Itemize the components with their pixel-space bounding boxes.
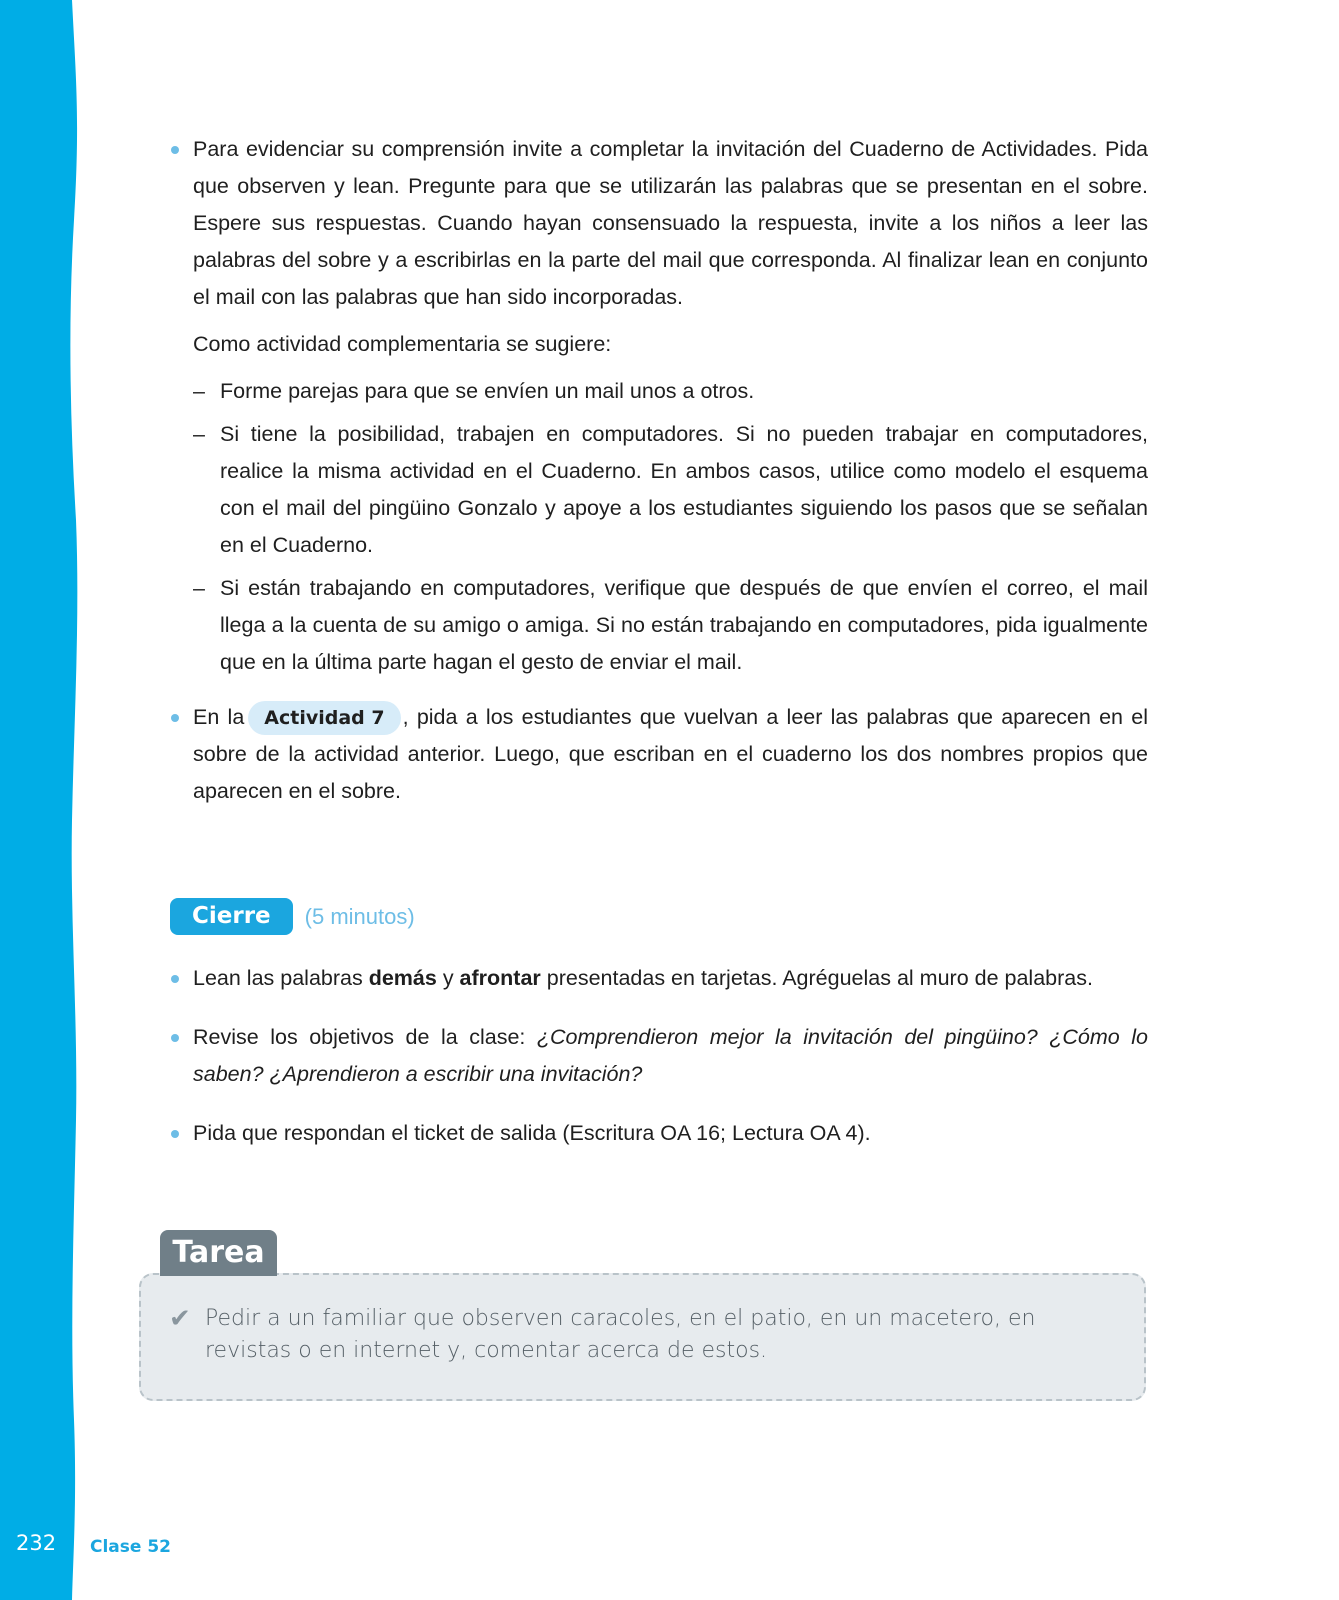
dash-list xyxy=(193,373,1148,681)
cierre-header xyxy=(170,898,415,935)
text-run: presentadas en tarjetas. Agréguelas al muro de palabras. xyxy=(540,966,1093,990)
complement-intro: Como actividad complementaria se sugiere: xyxy=(193,332,612,356)
checkmark-icon: ✔ xyxy=(169,1303,191,1333)
bold-word: demás xyxy=(368,966,437,990)
text-run: Lean las palabras xyxy=(193,966,369,990)
list-item xyxy=(168,960,1148,997)
list-item xyxy=(168,699,1148,810)
paragraph: Pida que respondan el ticket de salida (Escritura OA 16; Lectura OA 4). xyxy=(193,1121,871,1145)
dash-marker: – xyxy=(193,576,205,600)
activity-pill: Actividad 7 xyxy=(248,701,400,735)
text-prefix: En la xyxy=(193,705,245,729)
text-suffix: , pida a los estudiantes que vuelvan a leer las palabras que aparecen en el sobre de la actividad anterior. Luego, que escriban en el cuaderno los dos nombres propios que aparecen en el sobre. xyxy=(193,705,1148,803)
italic-questions: ¿Comprendieron mejor la invitación del pingüino? ¿Cómo lo saben? ¿Aprendieron a escribir una invitación? xyxy=(193,1025,1148,1086)
section-label: Clase 52 xyxy=(90,1537,171,1557)
list-item xyxy=(168,1019,1148,1093)
text-run: Revise los objetivos de la clase: xyxy=(193,1025,537,1049)
bullet-dot xyxy=(171,146,179,154)
paragraph xyxy=(193,960,1148,997)
dash-item xyxy=(193,416,1148,564)
bold-word: afrontar xyxy=(459,966,541,990)
dash-item xyxy=(193,373,1148,410)
tarea-text: Pedir a un familiar que observen caracoles, en el patio, en un macetero, en revistas o en internet y, comentar acerca de estos. xyxy=(205,1306,1036,1363)
paragraph: Para evidenciar su comprensión invite a completar la invitación del Cuaderno de Actividades. Pida que observen y lean. Pregunte para que se utilizarán las palabras que se presentan en el sobre. Espere sus respuestas. Cuando hayan consensuado la respuesta, invite a los niños a leer las palabras del sobre y a escribirlas en la parte del mail que corresponda. Al finalizar lean en conjunto el mail con las palabras que han sido incorporadas. xyxy=(193,137,1148,309)
dash-marker: – xyxy=(193,379,205,403)
list-item xyxy=(168,1115,1148,1152)
dash-marker: – xyxy=(193,422,205,446)
cierre-badge: Cierre xyxy=(170,898,293,935)
main-content xyxy=(168,131,1148,810)
dash-text: Forme parejas para que se envíen un mail unos a otros. xyxy=(220,379,755,403)
tarea-box xyxy=(139,1273,1146,1401)
bullet-dot xyxy=(171,975,179,983)
page-number: 232 xyxy=(16,1531,57,1555)
tarea-tab: Tarea xyxy=(160,1230,277,1276)
bullet-dot xyxy=(171,714,179,722)
bullet-dot xyxy=(171,1034,179,1042)
text-run: y xyxy=(436,966,460,990)
cierre-duration: (5 minutos) xyxy=(304,903,415,929)
paragraph xyxy=(193,699,1148,810)
paragraph xyxy=(193,1019,1148,1093)
dash-item xyxy=(193,570,1148,681)
dash-text: Si están trabajando en computadores, verifique que después de que envíen el correo, el mail llega a la cuenta de su amigo o amiga. Si no están trabajando en computadores, pida igualmente que en la última parte hagan el gesto de enviar el mail. xyxy=(220,576,1148,674)
side-color-band xyxy=(0,0,78,1600)
bullet-dot xyxy=(171,1130,179,1138)
list-item xyxy=(168,131,1148,681)
dash-text: Si tiene la posibilidad, trabajen en computadores. Si no pueden trabajar en computadores, realice la misma actividad en el Cuaderno. En ambos casos, utilice como modelo el esquema con el mail del pingüino Gonzalo y apoye a los estudiantes siguiendo los pasos que se señalan en el Cuaderno. xyxy=(220,422,1148,557)
cierre-list xyxy=(168,960,1148,1174)
